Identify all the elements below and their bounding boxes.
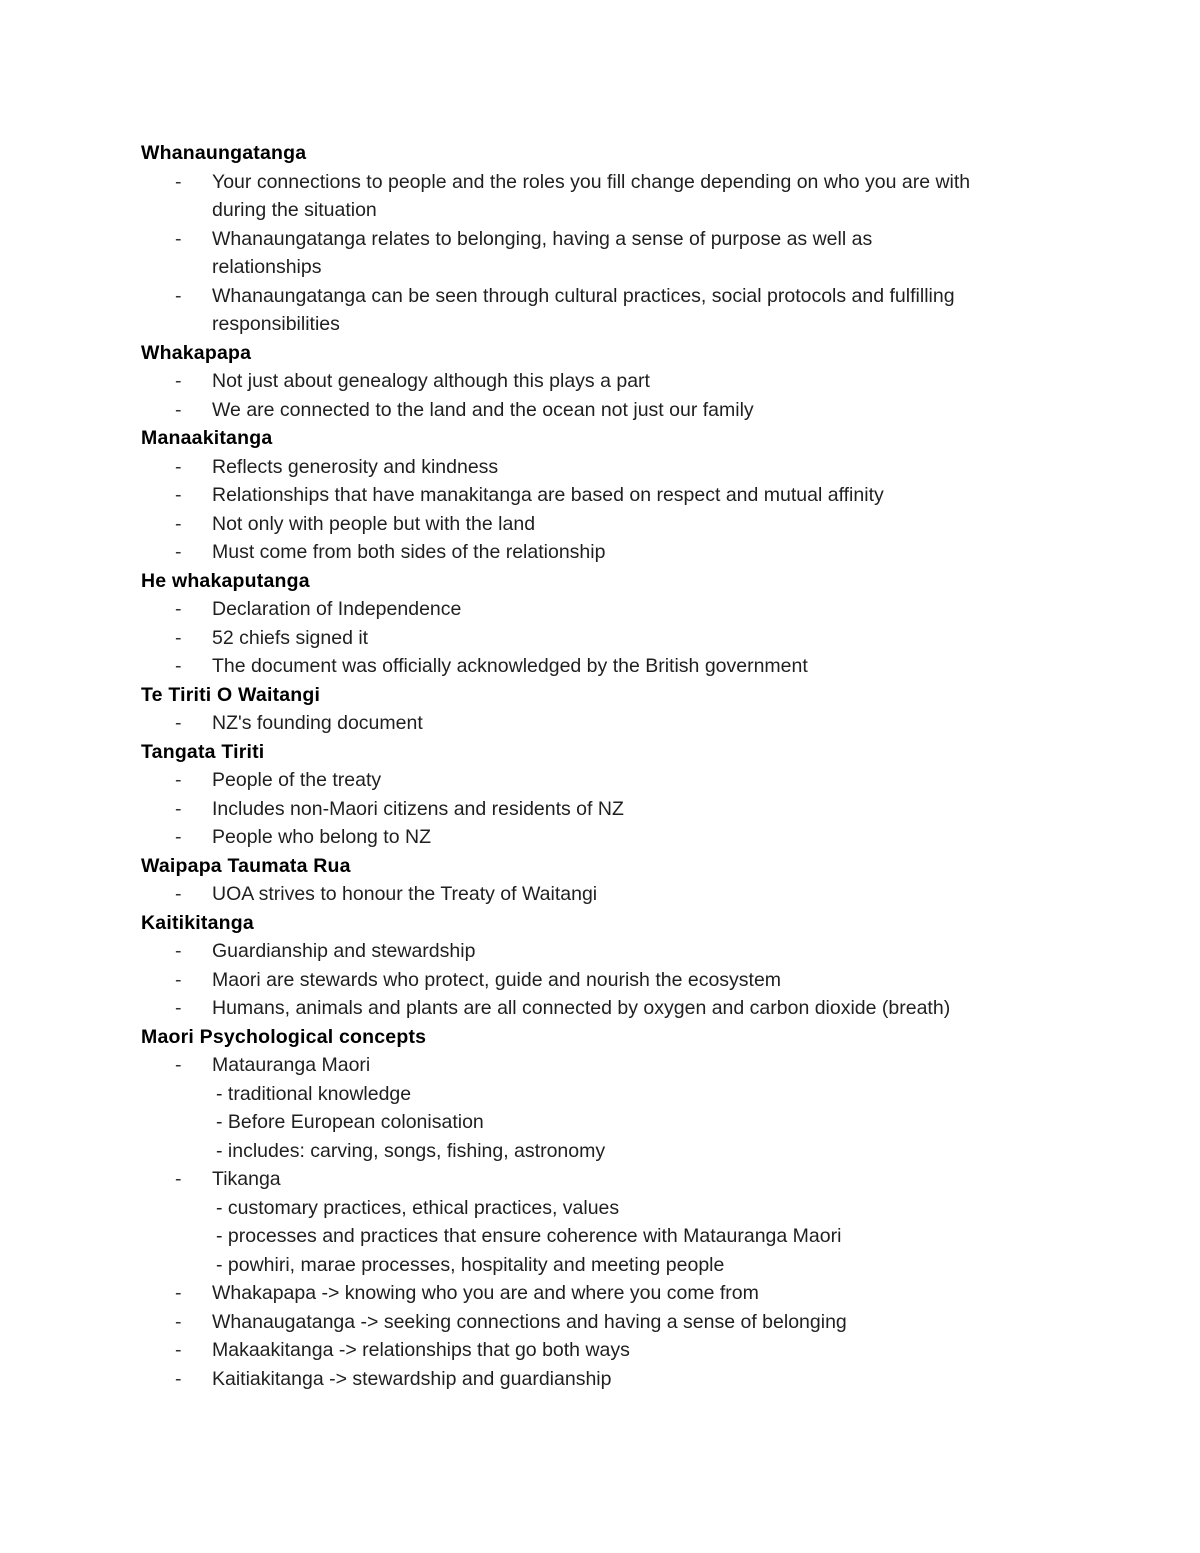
bullet-text: Maori are stewards who protect, guide and nourish the ecosystem <box>212 968 782 991</box>
section-heading: Whakapapa <box>141 341 252 364</box>
bullet-item <box>141 168 1081 197</box>
bullet-text: Includes non-Maori citizens and residents of NZ <box>212 797 624 820</box>
bullet-item <box>141 253 1081 282</box>
bullet-item <box>141 1279 1081 1308</box>
bullet-text: Makaakitanga -> relationships that go both ways <box>212 1339 630 1361</box>
bullet-item <box>141 396 1081 425</box>
bullet-dash: - <box>175 826 182 848</box>
bullet-text: Whanaungatanga relates to belonging, having a sense of purpose as well as <box>212 227 873 250</box>
bullet-text: Matauranga Maori <box>212 1054 371 1076</box>
bullet-text: responsibilities <box>212 313 340 335</box>
bullet-item <box>141 624 1081 653</box>
bullet-item <box>141 994 1081 1023</box>
bullet-text: Kaitiakitanga -> stewardship and guardianship <box>212 1367 612 1390</box>
bullet-item <box>141 966 1081 995</box>
bullet-text: UOA strives to honour the Treaty of Waitangi <box>212 883 598 905</box>
bullet-dash: - <box>175 541 182 563</box>
bullet-item <box>141 795 1081 824</box>
sub-item <box>141 1222 1081 1251</box>
bullet-item <box>141 1336 1081 1365</box>
bullet-text: during the situation <box>212 199 377 221</box>
bullet-item <box>141 766 1081 795</box>
bullet-dash: - <box>175 940 182 962</box>
bullet-text: People who belong to NZ <box>212 826 431 848</box>
bullet-text: People of the treaty <box>212 769 382 791</box>
bullet-item <box>141 225 1081 254</box>
section-heading: Te Tiriti O Waitangi <box>141 683 321 706</box>
section-heading: Kaitikitanga <box>141 911 254 934</box>
bullet-dash: - <box>175 1310 182 1333</box>
bullet-dash: - <box>175 1168 182 1190</box>
section-heading: Manaakitanga <box>141 427 273 449</box>
bullet-text: Your connections to people and the roles you fill change depending on who you are with <box>212 170 971 193</box>
bullet-text: Humans, animals and plants are all connected by oxygen and carbon dioxide (breath) <box>212 997 951 1019</box>
bullet-dash: - <box>175 370 182 392</box>
bullet-item <box>141 1165 1081 1194</box>
bullet-text: Whakapapa -> knowing who you are and where you come from <box>212 1282 759 1304</box>
bullet-dash: - <box>175 769 182 791</box>
bullet-item <box>141 880 1081 909</box>
bullet-item <box>141 481 1081 510</box>
bullet-dash: - <box>175 284 182 307</box>
bullet-text: Declaration of Independence <box>212 598 462 620</box>
bullet-text: Whanaungatanga can be seen through cultural practices, social protocols and fulfilling <box>212 284 955 307</box>
bullet-item <box>141 367 1081 396</box>
bullet-dash: - <box>175 227 182 250</box>
bullet-item <box>141 1365 1081 1394</box>
section-heading: Waipapa Taumata Rua <box>141 854 351 877</box>
bullet-text: NZ's founding document <box>212 712 423 734</box>
sub-item-text: - includes: carving, songs, fishing, astronomy <box>216 1139 606 1162</box>
bullet-text: 52 chiefs signed it <box>212 626 369 649</box>
bullet-dash: - <box>175 655 182 677</box>
bullet-dash: - <box>175 598 182 620</box>
sub-item-text: - customary practices, ethical practices, values <box>216 1196 620 1219</box>
bullet-item <box>141 1051 1081 1080</box>
section-heading: Tangata Tiriti <box>141 740 265 763</box>
bullet-dash: - <box>175 398 182 421</box>
bullet-text: Not only with people but with the land <box>212 512 536 535</box>
bullet-text: Whanaugatanga -> seeking connections and having a sense of belonging <box>212 1310 847 1333</box>
bullet-dash: - <box>175 712 182 734</box>
bullet-text: Must come from both sides of the relationship <box>212 541 606 563</box>
bullet-text: We are connected to the land and the ocean not just our family <box>212 398 754 421</box>
bullet-item <box>141 538 1081 567</box>
bullet-text: Not just about genealogy although this plays a part <box>212 370 650 392</box>
bullet-dash: - <box>175 1367 182 1390</box>
bullet-dash: - <box>175 1339 182 1361</box>
bullet-text: The document was officially acknowledged by the British government <box>212 655 808 677</box>
bullet-dash: - <box>175 512 182 535</box>
bullet-item <box>141 595 1081 624</box>
bullet-item <box>141 453 1081 482</box>
bullet-item <box>141 510 1081 539</box>
bullet-item <box>141 1308 1081 1337</box>
bullet-dash: - <box>175 484 182 506</box>
bullet-dash: - <box>175 1054 182 1076</box>
sub-item-text: - Before European colonisation <box>216 1111 484 1133</box>
bullet-text: Guardianship and stewardship <box>212 940 476 962</box>
bullet-text: Tikanga <box>212 1168 281 1190</box>
bullet-text: Relationships that have manakitanga are based on respect and mutual affinity <box>212 484 884 506</box>
bullet-dash: - <box>175 170 182 193</box>
sub-item <box>141 1108 1081 1137</box>
bullet-text: relationships <box>212 256 322 278</box>
bullet-dash: - <box>175 1282 182 1304</box>
bullet-dash: - <box>175 455 182 478</box>
sub-item <box>141 1080 1081 1109</box>
bullet-dash: - <box>175 968 182 991</box>
bullet-item <box>141 823 1081 852</box>
section-heading: Whanaungatanga <box>141 142 307 164</box>
sub-item <box>141 1194 1081 1223</box>
bullet-dash: - <box>175 626 182 649</box>
section-heading: He whakaputanga <box>141 569 310 592</box>
bullet-dash: - <box>175 797 182 820</box>
sub-item <box>141 1137 1081 1166</box>
section-heading: Maori Psychological concepts <box>141 1025 427 1048</box>
bullet-item <box>141 937 1081 966</box>
sub-item <box>141 1251 1081 1280</box>
bullet-item <box>141 652 1081 681</box>
sub-item-text: - processes and practices that ensure coherence with Matauranga Maori <box>216 1225 842 1247</box>
bullet-item <box>141 282 1081 311</box>
bullet-dash: - <box>175 883 182 905</box>
document-body <box>141 139 1081 1393</box>
bullet-item <box>141 196 1081 225</box>
bullet-item <box>141 310 1081 339</box>
bullet-dash: - <box>175 997 182 1019</box>
bullet-item <box>141 709 1081 738</box>
sub-item-text: - powhiri, marae processes, hospitality and meeting people <box>216 1253 725 1276</box>
bullet-text: Reflects generosity and kindness <box>212 455 499 478</box>
sub-item-text: - traditional knowledge <box>216 1082 412 1105</box>
